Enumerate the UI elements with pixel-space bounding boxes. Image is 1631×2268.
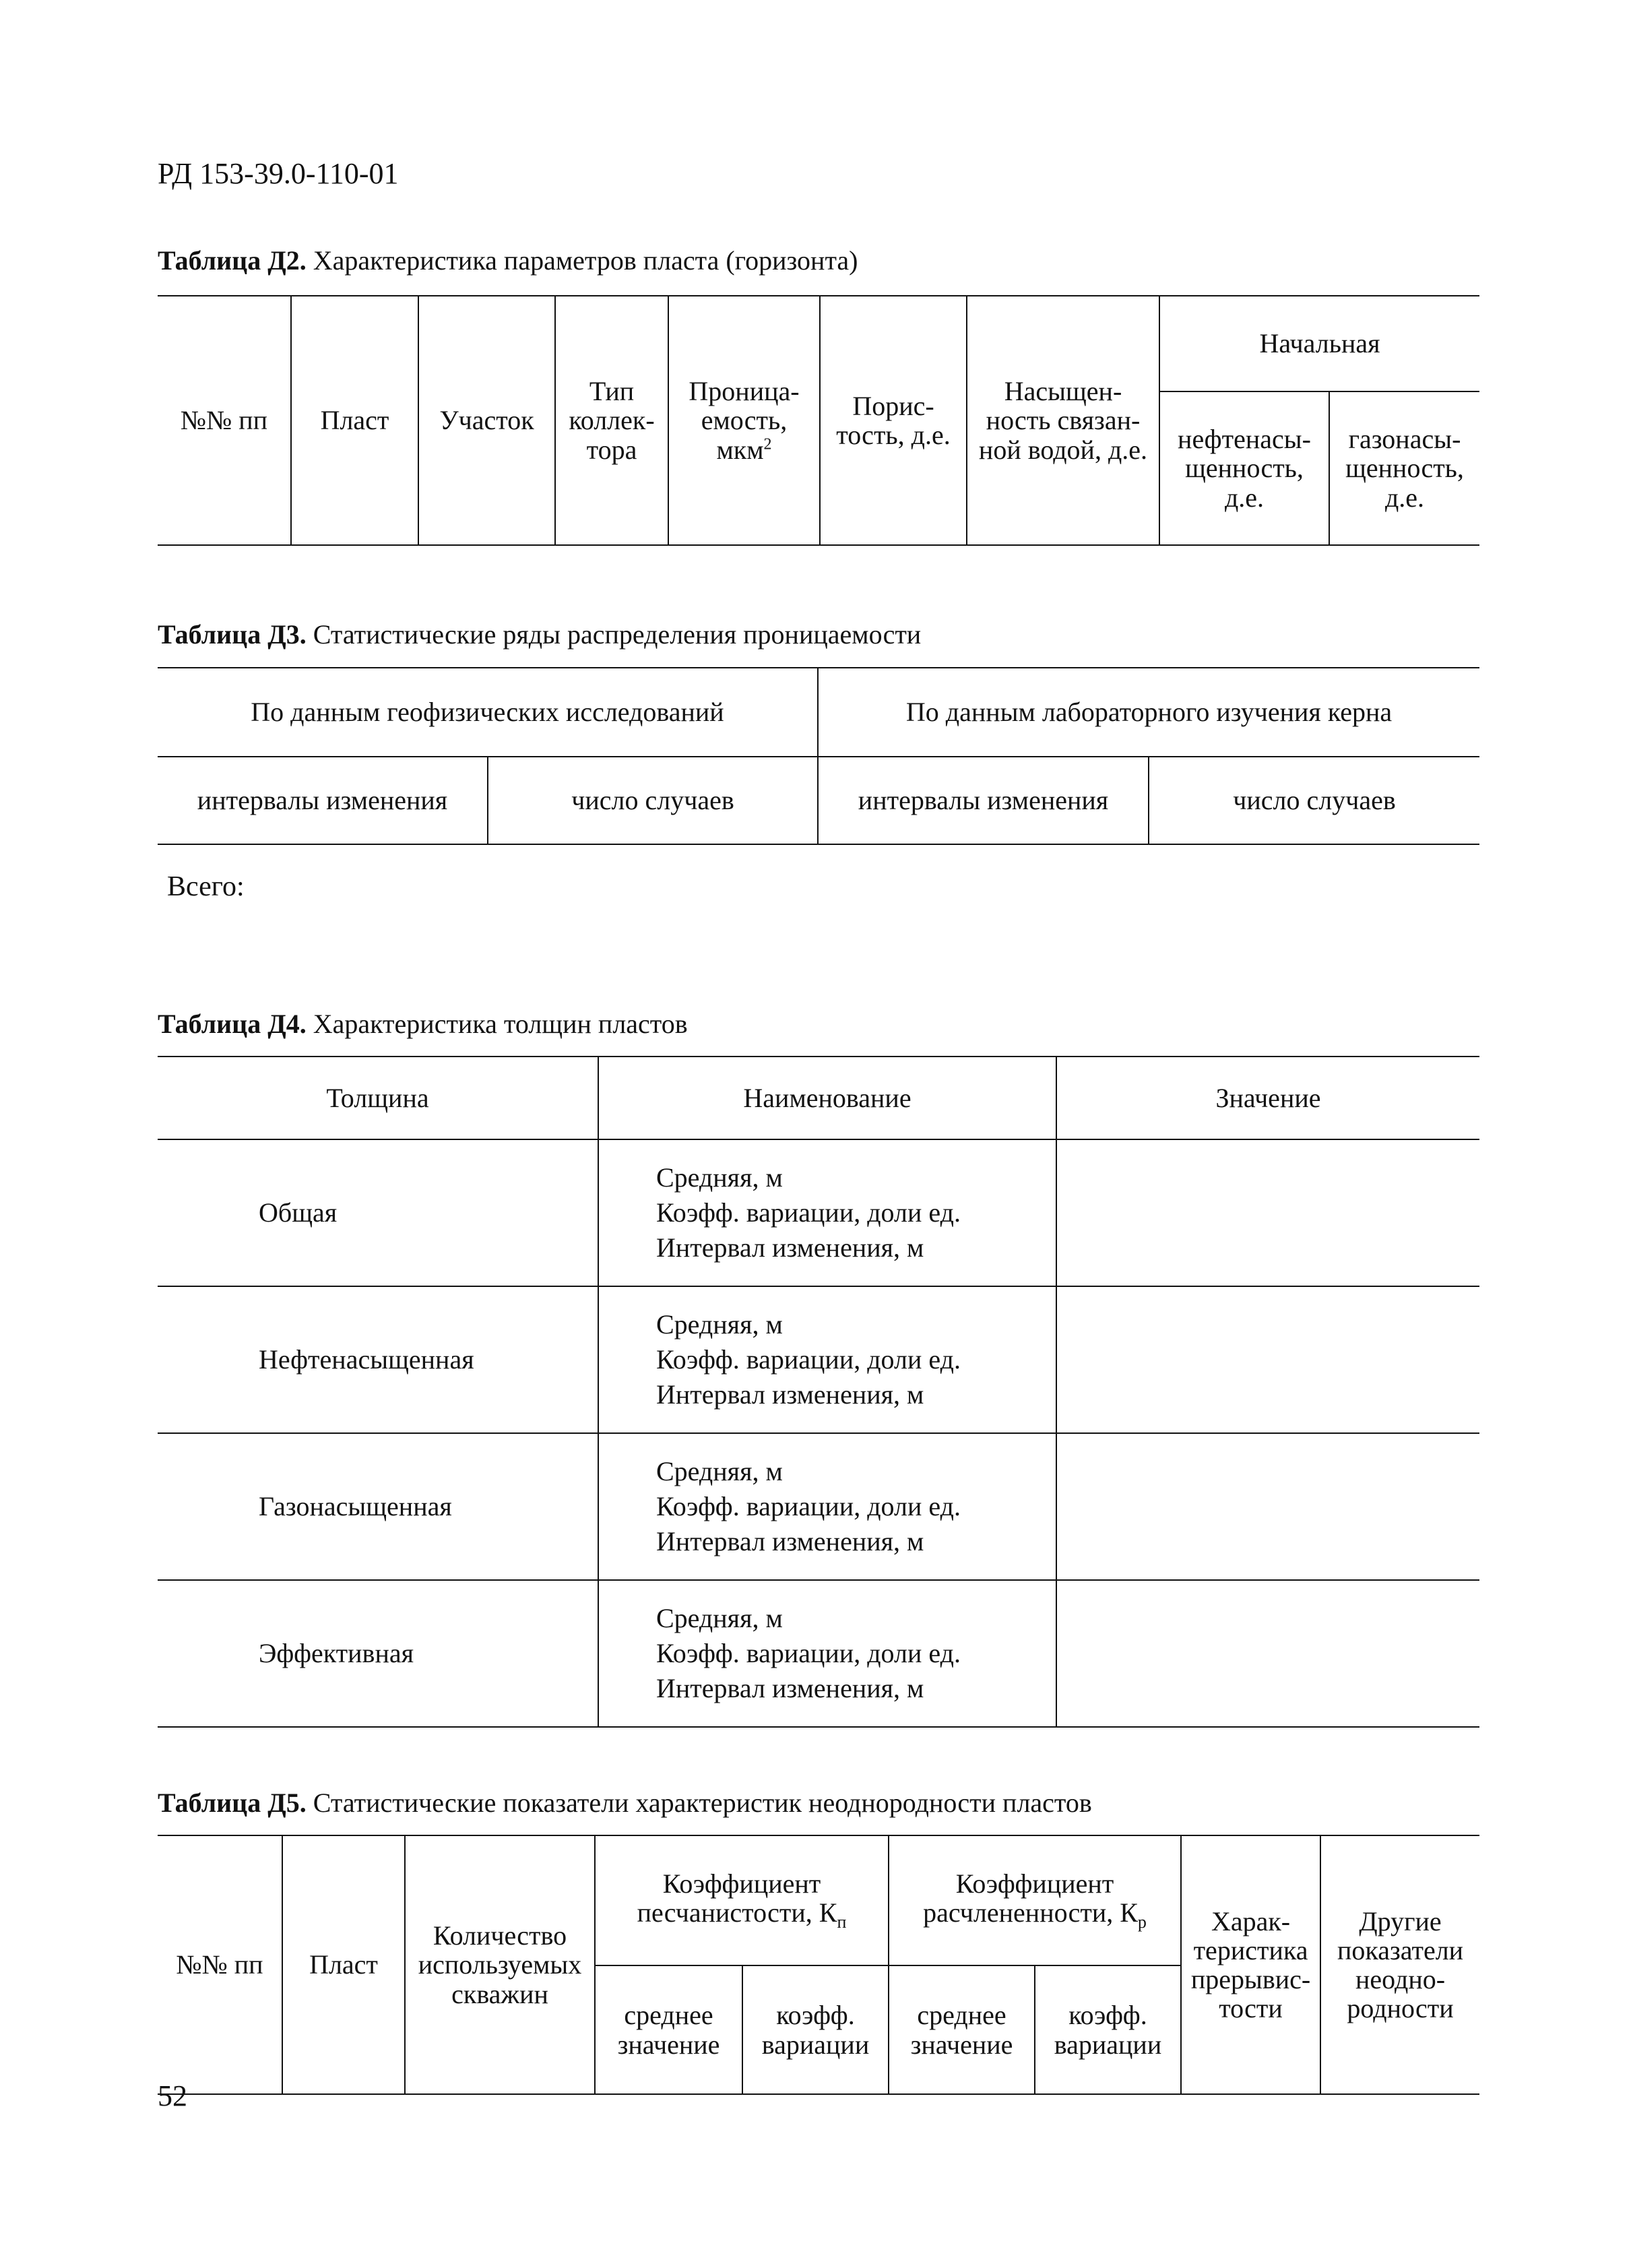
table-d3 [158, 667, 1479, 845]
t2-col-neft-line3: д.е. [1224, 482, 1265, 513]
t2-col-pron-line2: емость, [701, 405, 788, 436]
t5-kp-avg-line1: среднее [624, 2000, 713, 2031]
t5-col-kr-line1: Коэффициент [955, 1868, 1114, 1899]
t5-col-qty-line1: Количество [433, 1920, 567, 1951]
t5-col-char-line3: прерывис- [1190, 1964, 1311, 1994]
t3-lab-intervals: интервалы изменения [818, 757, 1149, 844]
t2-col-tip [555, 296, 668, 545]
t2-col-por [820, 296, 967, 545]
t2-col-plast: Пласт [291, 296, 418, 545]
t5-col-char-line1: Харак- [1211, 1905, 1291, 1936]
table-row [158, 1286, 1479, 1433]
t2-col-pron-unit: мкм [716, 434, 764, 465]
document-header: РД 153-39.0-110-01 [158, 157, 399, 190]
t4-row-name [598, 1139, 1056, 1286]
t2-col-nas [967, 296, 1159, 545]
t2-col-tip-line3: тора [586, 434, 637, 465]
table-d4-label: Таблица Д4. [158, 1009, 307, 1039]
t2-col-nas-line3: ной водой, д.е. [978, 434, 1148, 465]
t5-col-other-line4: родности [1347, 1993, 1454, 2024]
t5-col-other-line2: показатели [1337, 1934, 1464, 1965]
table-d3-caption [158, 619, 921, 650]
t5-col-char-line2: теристика [1193, 1934, 1308, 1965]
table-row [158, 1580, 1479, 1727]
t4-row-line-var: Коэфф. вариации, доли ед. [656, 1638, 961, 1668]
t3-group-geo: По данным геофизических исследований [158, 668, 818, 757]
t5-col-char [1181, 1835, 1320, 2094]
t4-row-line-range: Интервал изменения, м [656, 1526, 924, 1556]
table-d3-title: Статистические ряды распределения проницаемости [313, 619, 922, 650]
table-d2-title: Характеристика параметров пласта (горизонта) [313, 245, 858, 276]
t2-col-por-line1: Порис- [852, 390, 934, 421]
t5-col-qty [405, 1835, 595, 2094]
t3-lab-cases: число случаев [1149, 757, 1479, 844]
page-number: 52 [158, 2079, 187, 2112]
t4-row-name [598, 1580, 1056, 1727]
t5-kr-avg-line2: значение [910, 2029, 1013, 2060]
t2-col-gaz-line2: щенность, [1345, 453, 1464, 484]
t5-col-kr-sub: р [1137, 1912, 1147, 1932]
t5-col-qty-line2: используемых [418, 1949, 582, 1980]
t5-kr-var-line1: коэфф. [1068, 2000, 1147, 2031]
t3-geo-intervals: интервалы изменения [158, 757, 488, 844]
t4-row-line-range: Интервал изменения, м [656, 1379, 924, 1410]
t5-kp-avg-line2: значение [617, 2029, 720, 2060]
t4-row-line-var: Коэфф. вариации, доли ед. [656, 1344, 961, 1375]
t3-group-lab: По данным лабораторного изучения керна [818, 668, 1479, 757]
t2-col-nas-line1: Насыщен- [1004, 376, 1122, 407]
table-d5 [158, 1835, 1479, 2095]
t2-col-gaz-line1: газонасы- [1348, 424, 1461, 455]
t5-col-kp [595, 1835, 889, 1965]
t2-col-pron-line1: Проница- [689, 376, 800, 407]
t4-row-line-range: Интервал изменения, м [656, 1673, 924, 1703]
t5-col-other [1320, 1835, 1479, 2094]
t5-kr-var-line2: вариации [1054, 2029, 1162, 2060]
t2-col-tip-line2: коллек- [569, 405, 655, 436]
t5-kp-var-line1: коэфф. [776, 2000, 855, 2031]
table-row [158, 1139, 1479, 1286]
t4-row-thickness: Общая [158, 1139, 598, 1286]
table-d2 [158, 295, 1479, 546]
t4-row-thickness: Нефтенасыщенная [158, 1286, 598, 1433]
t4-row-value [1056, 1286, 1479, 1433]
table-d5-label: Таблица Д5. [158, 1788, 307, 1818]
table-row [158, 1433, 1479, 1580]
t3-geo-cases: число случаев [488, 757, 818, 844]
t5-col-kp-line1: Коэффициент [662, 1868, 821, 1899]
t5-col-kr [889, 1835, 1181, 1965]
t2-col-por-line2: тость, д.е. [836, 420, 951, 450]
t5-col-other-line1: Другие [1359, 1905, 1442, 1936]
t2-col-gaz-line3: д.е. [1384, 482, 1425, 513]
t5-col-other-line3: неодно- [1355, 1964, 1446, 1994]
t5-kr-var [1035, 1965, 1181, 2094]
t4-row-line-var: Коэфф. вариации, доли ед. [656, 1197, 961, 1228]
t2-col-pron-line3 [672, 435, 817, 464]
t5-col-kp-text: песчанистости, К [637, 1897, 837, 1928]
t2-col-neft-line1: нефтенасы- [1178, 424, 1311, 455]
t4-row-line-var: Коэфф. вариации, доли ед. [656, 1491, 961, 1521]
t4-row-thickness: Газонасыщенная [158, 1433, 598, 1580]
t2-col-nas-line2: ность связан- [986, 405, 1141, 436]
table-d2-label: Таблица Д2. [158, 245, 307, 276]
t4-row-line-avg: Средняя, м [656, 1456, 783, 1486]
t5-col-kp-sub: п [837, 1912, 847, 1932]
t4-row-value [1056, 1580, 1479, 1727]
t4-row-thickness: Эффективная [158, 1580, 598, 1727]
t4-col-value: Значение [1056, 1057, 1479, 1139]
t5-kp-var [742, 1965, 889, 2094]
t4-row-line-range: Интервал изменения, м [656, 1232, 924, 1263]
table-d5-title: Статистические показатели характеристик неоднородности пластов [313, 1788, 1092, 1818]
t2-col-pron [668, 296, 820, 545]
t4-col-thickness: Толщина [158, 1057, 598, 1139]
table-d2-caption [158, 245, 858, 276]
t2-col-neft-line2: щенность, [1185, 453, 1304, 484]
t5-col-kp-line2 [598, 1898, 885, 1932]
t4-row-line-avg: Средняя, м [656, 1603, 783, 1633]
t5-col-qty-line3: скважин [451, 1978, 548, 2009]
t4-col-name: Наименование [598, 1057, 1056, 1139]
t4-row-value [1056, 1139, 1479, 1286]
t2-col-pron-sup: 2 [763, 435, 772, 453]
t2-col-neft [1159, 391, 1329, 545]
t5-col-char-line4: тости [1219, 1993, 1283, 2024]
t5-col-kr-text: расчлененности, К [923, 1897, 1138, 1928]
table-d4 [158, 1056, 1479, 1728]
t5-col-num: №№ пп [158, 1835, 282, 2094]
table-d4-title: Характеристика толщин пластов [313, 1009, 688, 1039]
t3-total-label: Всего: [167, 871, 245, 902]
table-d5-caption [158, 1787, 1092, 1819]
table-d3-label: Таблица Д3. [158, 619, 307, 650]
t5-kp-var-line2: вариации [761, 2029, 870, 2060]
t5-col-kr-line2 [892, 1898, 1178, 1932]
t5-kr-avg [889, 1965, 1035, 2094]
t4-row-line-avg: Средняя, м [656, 1309, 783, 1340]
table-d4-caption [158, 1008, 688, 1040]
t4-row-value [1056, 1433, 1479, 1580]
t5-kr-avg-line1: среднее [917, 2000, 1006, 2031]
t2-col-num: №№ пп [158, 296, 291, 545]
t5-col-plast: Пласт [282, 1835, 405, 2094]
t4-row-line-avg: Средняя, м [656, 1162, 783, 1193]
t2-col-nach: Начальная [1159, 296, 1479, 391]
t5-kp-avg [595, 1965, 742, 2094]
t2-col-uchastok: Участок [418, 296, 555, 545]
t2-col-tip-line1: Тип [589, 376, 635, 407]
t4-row-name [598, 1433, 1056, 1580]
t4-row-name [598, 1286, 1056, 1433]
t2-col-gaz [1329, 391, 1479, 545]
